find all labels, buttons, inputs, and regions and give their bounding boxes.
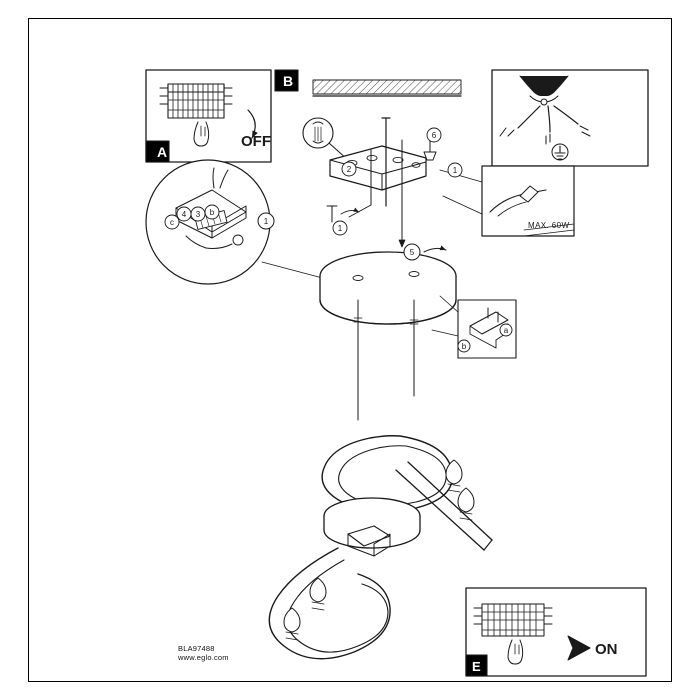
panel-e-caption: ON [595, 641, 618, 658]
panel-a-caption: OFF [241, 133, 271, 150]
panel-b-tag: B [283, 73, 294, 89]
callout-1-detail: 1 [263, 217, 269, 226]
brand-block [178, 644, 229, 662]
callout-c: c [170, 218, 174, 227]
product-code: BLA97488 [178, 644, 215, 653]
brand-website: www.eglo.com [178, 653, 229, 662]
callout-3: 3 [195, 210, 201, 219]
callout-b-detail: b [209, 208, 215, 217]
callout-b: b [461, 342, 467, 351]
callout-4: 4 [181, 210, 187, 219]
callout-2: 2 [346, 165, 352, 174]
callout-1-bracket: 1 [452, 166, 458, 175]
panel-e-tag: E [472, 659, 481, 674]
callout-6: 6 [431, 131, 437, 140]
max-load-label: MAX. 60W [528, 221, 570, 230]
callout-5: 5 [409, 248, 415, 257]
callout-1-screw: 1 [337, 224, 343, 233]
panel-a-tag: A [157, 144, 168, 160]
callout-a: a [503, 326, 509, 335]
